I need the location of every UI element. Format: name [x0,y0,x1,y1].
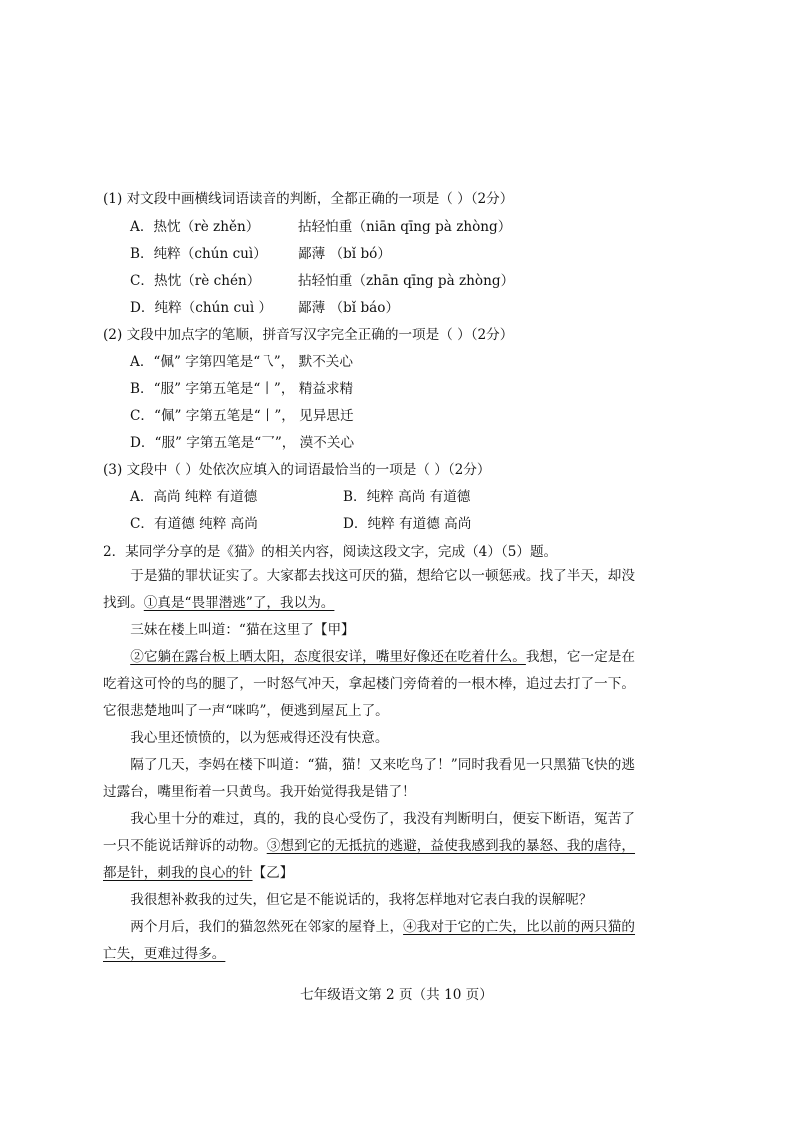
underlined-sentence-1: ①真是“畏罪潜逃”了，我以为。 [143,595,335,611]
question-1-option-c-pinyin: 拈轻怕重（zhān qīng pà zhòng） [298,273,515,289]
question-1-option-a: A．热忱（rè zhěn） [130,219,260,235]
passage-text: 我心里十分的难过，真的，我的良心受伤了，我没有判断明白，便妄下断语，冤苦了一只不能说话辩诉的动物。 [103,811,635,854]
underlined-sentence-3: ③想到它的无抵抗的逃避，益使我感到我的暴怒、我的虐待，都是针，刺我的良心的针 [103,838,636,881]
reading-passage [103,563,635,968]
question-3-option-b: B．纯粹 高尚 有道德 [343,489,471,505]
question-2-option-c: C．“佩” 字第五笔是“丨”， 见异思迁 [130,408,354,424]
page-footer: 七年级语文第 2 页（共 10 页） [300,987,493,1003]
section-2-intro: 2．某同学分享的是《猫》的相关内容，阅读这段文字，完成（4）（5）题。 [103,544,558,560]
passage-paragraph-5: 隔了几天，李妈在楼下叫道：“猫，猫！又来吃鸟了！”同时我看见一只黑猫飞快的逃过露台，嘴里衔着一只黄鸟。我开始觉得我是错了！ [103,757,635,800]
question-2-option-d: D．“服” 字第五笔是“乛”， 漠不关心 [130,435,355,451]
question-1-option-d: D．纯粹（chún cuì ） [130,300,273,316]
question-1-option-b-pinyin: 鄙薄 （bǐ bó） [298,246,391,262]
question-1-option-b: B．纯粹（chún cuì） [130,246,267,262]
passage-paragraph-1 [103,563,635,617]
underlined-sentence-4: ④我对于它的亡失，比以前的两只猫的亡失，更难过得多。 [103,919,636,962]
question-3-option-c: C．有道德 纯粹 高尚 [130,516,258,532]
question-2-stem: (2) 文段中加点字的笔顺，拼音写汉字完全正确的一项是（ ）（2分） [103,327,514,343]
question-3-option-d: D．纯粹 有道德 高尚 [343,516,472,532]
passage-text: 两个月后，我们的猫忽然死在邻家的屋脊上， [130,919,404,935]
passage-text: 我想，它一定是在吃着这可怜的鸟的腿了，一时怒气冲天，拿起楼门旁倚着的一根木棒，追过去打了一下。它很悲楚地叫了一声“咪呜”，便逃到屋瓦上了。 [103,649,635,719]
blank-marker-yi: 【乙】 [252,865,294,881]
passage-paragraph-6 [103,806,635,887]
question-3-option-a: A．高尚 纯粹 有道德 [130,489,258,505]
question-2-option-a: A．“佩” 字第四笔是“乁”， 默不关心 [130,354,353,370]
passage-paragraph-8 [103,914,635,968]
passage-paragraph-3 [103,644,635,725]
passage-paragraph-7: 我很想补救我的过失，但它是不能说话的，我将怎样地对它表白我的误解呢？ [130,892,593,908]
passage-text: 于是猫的罪状证实了。大家都去找这可厌的猫，想给它以一顿惩戒。找了半天，却没找到。 [103,568,635,611]
underlined-sentence-2: ②它躺在露台板上晒太阳，态度很安详，嘴里好像还在吃着什么。 [130,649,526,665]
question-1-option-d-pinyin: 鄙薄 （bǐ báo） [298,300,400,316]
passage-paragraph-2: 三妹在楼上叫道：“猫在这里了【甲】 [130,622,355,638]
passage-paragraph-4: 我心里还愤愤的，以为惩戒得还没有快意。 [130,730,389,746]
question-1-option-a-pinyin: 拈轻怕重（niān qīng pà zhòng） [298,219,512,235]
question-2-option-b: B．“服” 字第五笔是“丨”， 精益求精 [130,381,354,397]
question-1-stem: (1) 对文段中画横线词语读音的判断，全都正确的一项是（ ）（2分） [103,191,514,207]
question-1-option-c: C．热忱（rè chén） [130,273,261,289]
question-3-stem: (3) 文段中（ ）处依次应填入的词语最恰当的一项是（ ）（2分） [103,462,491,478]
